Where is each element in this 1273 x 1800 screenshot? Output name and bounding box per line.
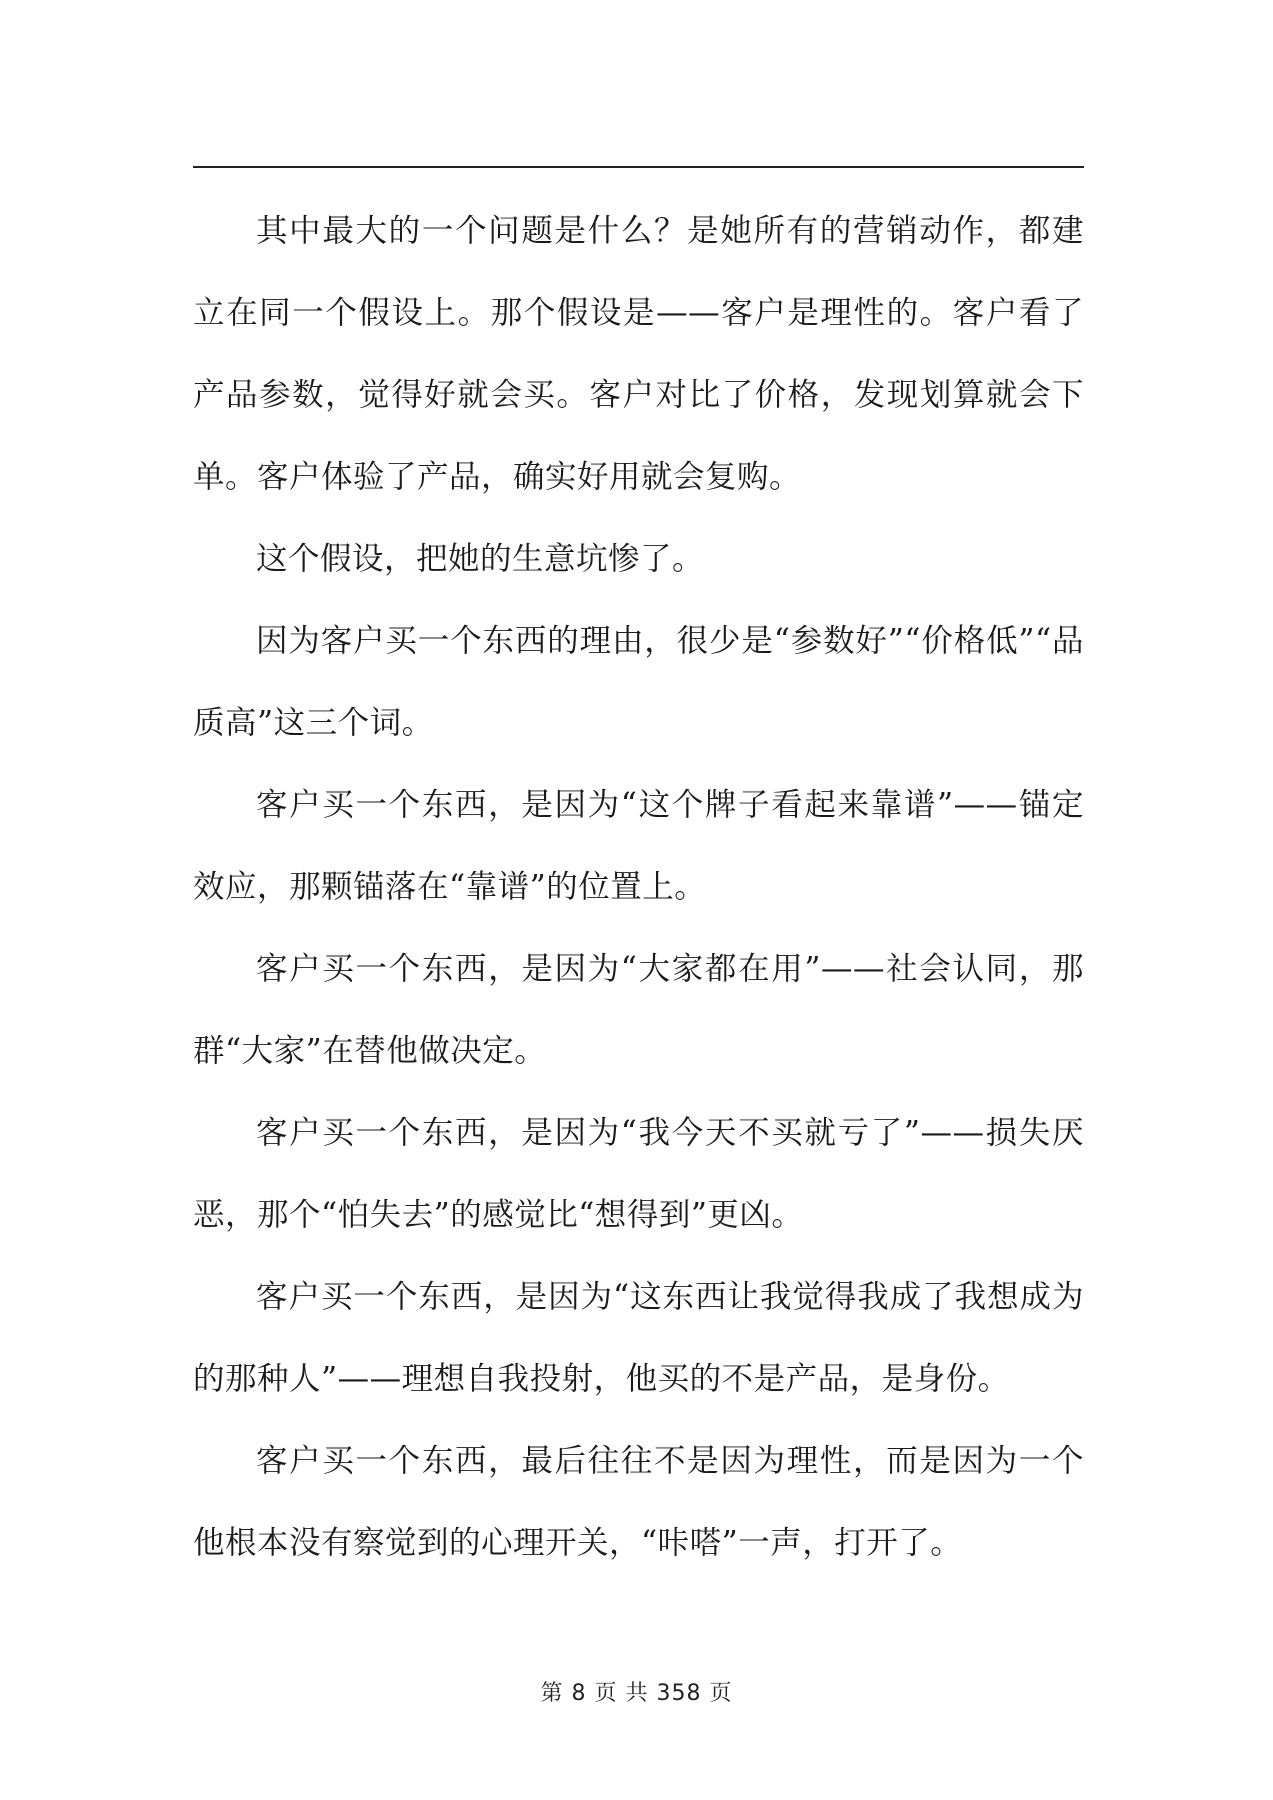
header-divider [193, 166, 1084, 168]
paragraph: 客户买一个东西，最后往往不是因为理性，而是因为一个他根本没有察觉到的心理开关，“咔嗒”一声，打开了。 [193, 1443, 1084, 1561]
paragraph: 其中最大的一个问题是什么？是她所有的营销动作，都建立在同一个假设上。那个假设是——客户是理性的。客户看了产品参数，觉得好就会买。客户对比了价格，发现划算就会下单。客户体验了产品，确实好用就会复购。 [193, 213, 1084, 495]
paragraph: 客户买一个东西，是因为“这东西让我觉得我成了我想成为的那种人”——理想自我投射，他买的不是产品，是身份。 [193, 1279, 1084, 1397]
paragraph: 客户买一个东西，是因为“大家都在用”——社会认同，那群“大家”在替他做决定。 [193, 951, 1084, 1069]
paragraph: 这个假设，把她的生意坑惨了。 [256, 541, 705, 577]
paragraph: 客户买一个东西，是因为“这个牌子看起来靠谱”——锚定效应，那颗锚落在“靠谱”的位置上。 [193, 787, 1084, 905]
paragraph: 客户买一个东西，是因为“我今天不买就亏了”——损失厌恶，那个“怕失去”的感觉比“想得到”更凶。 [193, 1115, 1084, 1233]
body-text [193, 190, 1084, 1584]
page-number-footer: 第 8 页 共 358 页 [540, 1681, 733, 1706]
paragraph: 因为客户买一个东西的理由，很少是“参数好”“价格低”“品质高”这三个词。 [193, 623, 1084, 741]
